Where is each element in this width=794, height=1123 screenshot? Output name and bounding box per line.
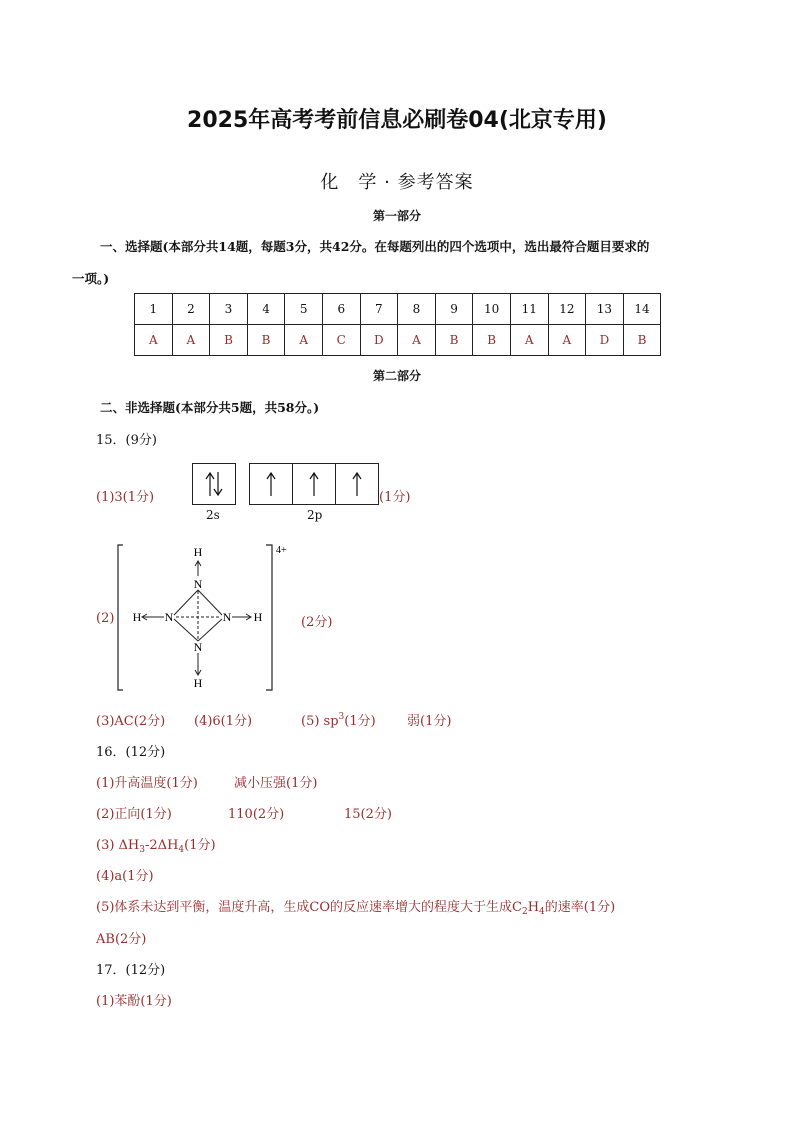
q16-part2c: 15(2分) — [344, 807, 392, 822]
answer-table-answer-row — [135, 325, 661, 356]
section-one-heading-cont: 一项。) — [72, 271, 110, 286]
unpaired-spin-arrows-icon — [250, 464, 378, 504]
answer-cell: A — [510, 325, 548, 356]
answer-cell: B — [623, 325, 661, 356]
answer-cell: B — [435, 325, 473, 356]
question-number-cell: 2 — [172, 294, 210, 325]
question-number-cell: 6 — [322, 294, 360, 325]
question-number-cell: 5 — [285, 294, 323, 325]
question-number-cell: 4 — [247, 294, 285, 325]
question-number-cell: 12 — [548, 294, 586, 325]
atom-h-left: H — [132, 610, 142, 624]
q17-header: 17．(12分) — [96, 963, 166, 978]
question-number-cell: 3 — [210, 294, 248, 325]
q15-part4-answer: (4)6(1分) — [194, 714, 253, 729]
q15-part1-answer: (1)3(1分) — [96, 490, 155, 505]
answer-table — [134, 293, 661, 356]
part-two-label: 第二部分 — [372, 369, 421, 383]
orbital-label-2s: 2s — [206, 508, 220, 522]
q16-part1a: (1)升高温度(1分) — [96, 776, 198, 791]
answer-table-number-row — [135, 294, 661, 325]
question-number-cell: 10 — [473, 294, 511, 325]
section-two-heading: 二、非选择题(本部分共5题，共58分。) — [100, 400, 320, 415]
n4h4-ion-structure — [110, 540, 300, 695]
page-title: 2025年高考考前信息必刷卷04(北京专用) — [187, 108, 607, 133]
q16-part2b: 110(2分) — [228, 807, 285, 822]
answer-cell: D — [586, 325, 624, 356]
q16-part3: (3) $\Delta H_3-2\Delta H_4(1$分) — [96, 838, 216, 855]
answer-cell: B — [210, 325, 248, 356]
answer-cell: A — [548, 325, 586, 356]
q16-part5: (5)体系未达到平衡，温度升高，生成CO的反应速率增大的程度大于生成$C_2H_4$的速率(1分) — [96, 900, 616, 917]
q17-part1: (1)苯酚(1分) — [96, 994, 172, 1009]
q15-part5-weak: 弱(1分) — [407, 714, 452, 729]
answer-cell: A — [285, 325, 323, 356]
left-bracket — [118, 545, 123, 690]
atom-n-bottom: N — [193, 640, 203, 654]
orbital-label-2p: 2p — [307, 508, 323, 522]
answer-cell: A — [135, 325, 173, 356]
q16-header: 16．(12分) — [96, 745, 166, 760]
q16-part1b: 减小压强(1分) — [234, 776, 318, 791]
atom-n-right: N — [222, 610, 232, 624]
q16-part4: (4)a(1分) — [96, 869, 154, 884]
orbital-box-2s — [192, 463, 236, 505]
q15-part1-score: (1分) — [379, 490, 411, 505]
question-number-cell: 13 — [586, 294, 624, 325]
part-one-label: 第一部分 — [372, 209, 421, 223]
q16-part6: AB(2分) — [96, 932, 147, 947]
question-number-cell: 7 — [360, 294, 398, 325]
paired-spin-arrows-icon — [193, 464, 235, 504]
q15-part2-score: (2分) — [301, 615, 333, 630]
atom-h-right: H — [253, 610, 263, 624]
question-number-cell: 8 — [398, 294, 436, 325]
right-bracket — [266, 545, 272, 690]
question-number-cell: 11 — [510, 294, 548, 325]
q15-header: 15．(9分) — [96, 433, 157, 448]
orbital-box-2p — [249, 463, 379, 505]
atom-n-left: N — [164, 610, 174, 624]
answer-cell: C — [322, 325, 360, 356]
ion-charge: 4+ — [276, 545, 287, 556]
answer-cell: D — [360, 325, 398, 356]
question-number-cell: 1 — [135, 294, 173, 325]
atom-h-bottom: H — [193, 676, 203, 690]
q15-part3-answer: (3)AC(2分) — [96, 714, 166, 729]
question-number-cell: 14 — [623, 294, 661, 325]
q15-part2-label: (2) — [96, 611, 115, 626]
answer-cell: B — [473, 325, 511, 356]
question-number-cell: 9 — [435, 294, 473, 325]
answer-cell: A — [398, 325, 436, 356]
answer-cell: A — [172, 325, 210, 356]
atom-n-top: N — [193, 577, 203, 591]
answer-cell: B — [247, 325, 285, 356]
section-one-heading: 一、选择题(本部分共14题，每题3分，共42分。在每题列出的四个选项中，选出最符合题目要求的 — [100, 239, 650, 254]
q16-part2a: (2)正向(1分) — [96, 807, 172, 822]
atom-h-top: H — [193, 545, 203, 559]
q15-part5-answer: (5) $sp^3(1$分) — [301, 712, 376, 729]
page-subtitle: 化 学 · 参考答案 — [320, 172, 474, 193]
